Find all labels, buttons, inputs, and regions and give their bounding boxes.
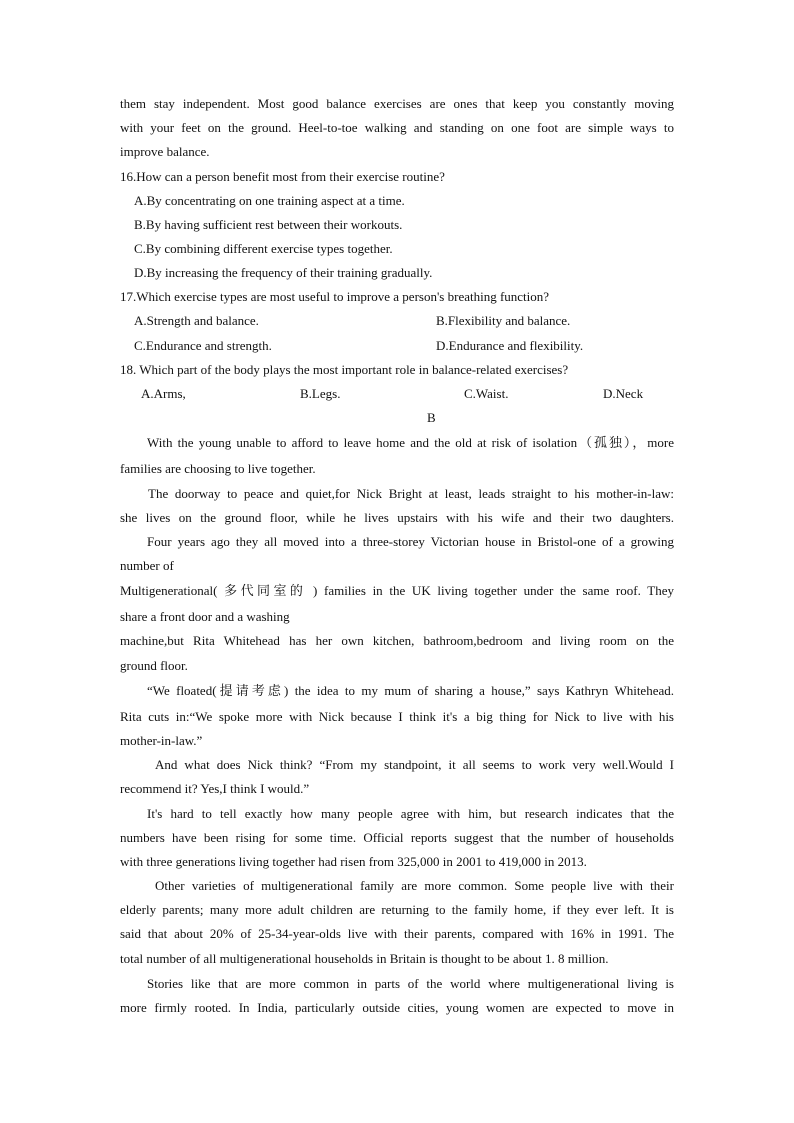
passage-line-8: share a front door and a washing xyxy=(120,609,290,624)
intro-line-3: improve balance. xyxy=(120,144,210,159)
passage-line-1: With the young unable to afford to leave home and the old at risk of isolation（孤独），more xyxy=(147,435,674,450)
passage-line-7: Multigenerational( 多代同室的 ) families in the UK living together under the same roof. They xyxy=(120,583,674,598)
question-18-option-c: C.Waist. xyxy=(464,386,509,401)
question-16-option-d: D.By increasing the frequency of their training gradually. xyxy=(134,265,433,280)
question-17-option-d: D.Endurance and flexibility. xyxy=(436,338,584,353)
passage-line-3: The doorway to peace and quiet,for Nick Bright at least, leads straight to his mother-in-law: xyxy=(148,486,674,501)
passage-line-13: mother-in-law.” xyxy=(120,733,203,748)
question-18-option-d: D.Neck xyxy=(603,386,644,401)
intro-line-1: them stay independent. Most good balance exercises are ones that keep you constantly moving xyxy=(120,96,674,111)
passage-line-10: ground floor. xyxy=(120,658,188,673)
question-17-option-a: A.Strength and balance. xyxy=(134,313,259,328)
passage-line-11: “We floated(提请考虑) the idea to my mum of sharing a house,” says Kathryn Whitehead. xyxy=(147,683,674,698)
question-16-option-b: B.By having sufficient rest between their workouts. xyxy=(134,217,403,232)
question-18-stem: 18. Which part of the body plays the most important role in balance-related exercises? xyxy=(120,362,569,377)
question-16-stem: 16.How can a person benefit most from their exercise routine? xyxy=(120,169,445,184)
section-label-b: B xyxy=(427,410,436,425)
passage-line-23: Stories like that are more common in parts of the world where multigenerational living is xyxy=(147,976,674,991)
question-17-stem: 17.Which exercise types are most useful to improve a person's breathing function? xyxy=(120,289,550,304)
question-18-option-b: B.Legs. xyxy=(300,386,341,401)
question-17-option-b: B.Flexibility and balance. xyxy=(436,313,571,328)
passage-line-18: with three generations living together had risen from 325,000 in 2001 to 419,000 in 2013. xyxy=(120,854,587,869)
question-18-option-a: A.Arms, xyxy=(141,386,186,401)
passage-line-12: Rita cuts in:“We spoke more with Nick because I think it's a big thing for Nick to live with his xyxy=(120,709,674,724)
passage-line-15: recommend it? Yes,I think I would.” xyxy=(120,781,310,796)
passage-line-16: It's hard to tell exactly how many people agree with him, but research indicates that the xyxy=(147,806,674,821)
question-16-option-c: C.By combining different exercise types together. xyxy=(134,241,393,256)
passage-line-20: elderly parents; many more adult children are returning to the family home, if they ever left. It is xyxy=(120,902,674,917)
intro-line-2: with your feet on the ground. Heel-to-toe walking and standing on one foot are simple ways to xyxy=(120,120,674,135)
passage-line-14: And what does Nick think? “From my standpoint, it all seems to work very well.Would I xyxy=(155,757,674,772)
passage-line-22: total number of all multigenerational households in Britain is thought to be about 1. 8 million. xyxy=(120,951,609,966)
passage-line-9: machine,but Rita Whitehead has her own kitchen, bathroom,bedroom and living room on the xyxy=(120,633,674,648)
passage-line-21: said that about 20% of 25-34-year-olds live with their parents, compared with 16% in 1991. The xyxy=(120,926,674,941)
passage-line-2: families are choosing to live together. xyxy=(120,461,316,476)
passage-line-4: she lives on the ground floor, while he lives upstairs with his wife and their two daughters. xyxy=(120,510,674,525)
passage-line-6: number of xyxy=(120,558,174,573)
question-16-option-a: A.By concentrating on one training aspect at a time. xyxy=(134,193,405,208)
passage-line-5: Four years ago they all moved into a three-storey Victorian house in Bristol-one of a growing xyxy=(147,534,674,549)
passage-line-17: numbers have been rising for some time. Official reports suggest that the number of households xyxy=(120,830,674,845)
passage-line-19: Other varieties of multigenerational family are more common. Some people live with their xyxy=(155,878,674,893)
question-17-option-c: C.Endurance and strength. xyxy=(134,338,272,353)
passage-line-24: more firmly rooted. In India, particularly outside cities, young women are expected to move in xyxy=(120,1000,674,1015)
